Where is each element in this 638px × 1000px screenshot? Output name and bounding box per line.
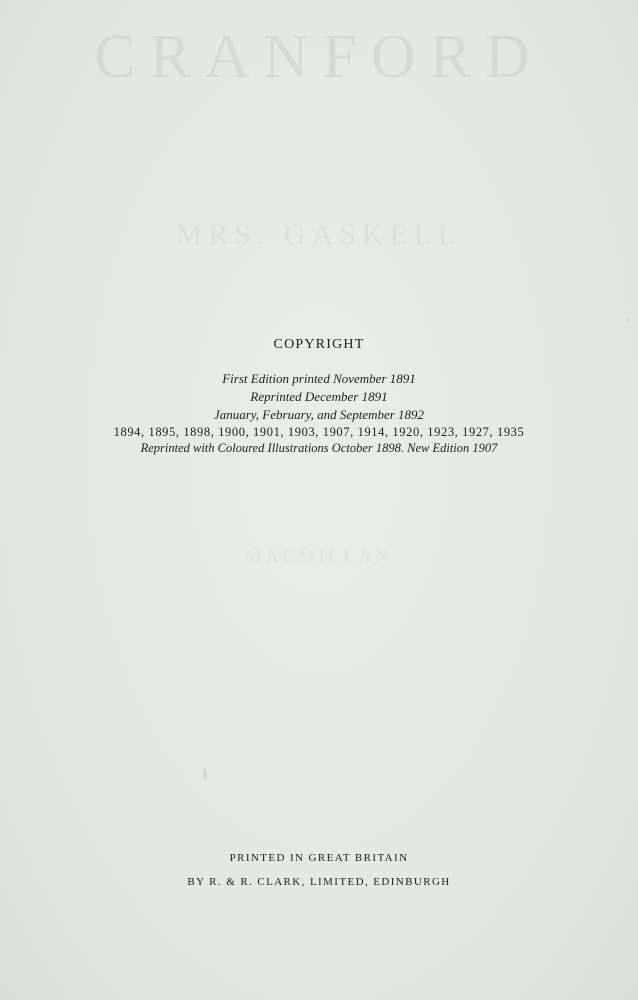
reprint-years-line: 1894, 1895, 1898, 1900, 1901, 1903, 1907, 1914, 1920, 1923, 1927, 1935 [113,425,525,439]
reprinted-line: Reprinted December 1891 [250,389,388,404]
first-edition-line: First Edition printed November 1891 [222,371,416,386]
paper-stain [203,768,207,780]
paper-stain [626,318,629,321]
show-through-title: CRANFORD [94,23,544,91]
printer-imprint [0,846,638,894]
reprint-months-line: January, February, and September 1892 [213,407,425,422]
copyright-heading: COPYRIGHT [273,337,365,352]
printed-in-line: PRINTED IN GREAT BRITAIN [229,852,409,864]
copyright-block [0,337,638,456]
show-through-author: MRS. GASKELL [175,218,463,251]
show-through-publisher: MACMILLAN [245,546,393,566]
printer-name-line: BY R. & R. CLARK, LIMITED, EDINBURGH [187,876,451,888]
new-edition-line: Reprinted with Coloured Illustrations October 1898. New Edition 1907 [140,441,498,455]
